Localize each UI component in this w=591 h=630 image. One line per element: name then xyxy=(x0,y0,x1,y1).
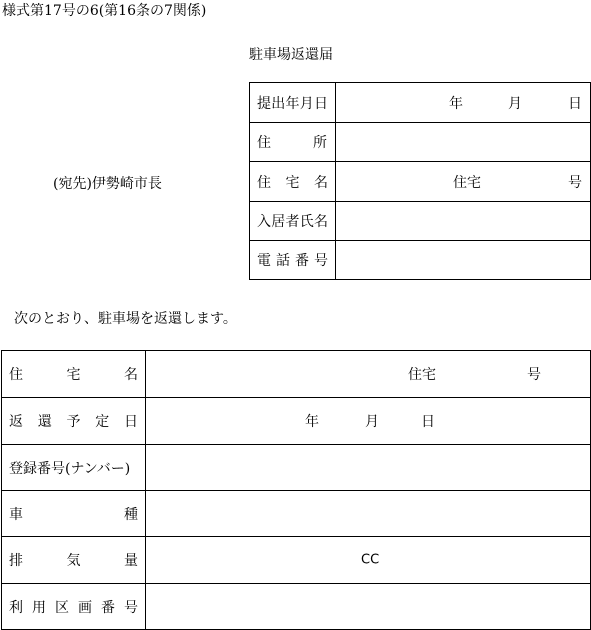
year-suffix: 年 xyxy=(449,95,463,112)
table-row xyxy=(250,123,591,162)
phone-number-field[interactable] xyxy=(336,241,591,280)
applicant-info-table xyxy=(249,82,591,280)
statement-text: 次のとおり、駐車場を返還します。 xyxy=(14,311,237,327)
month-suffix: 月 xyxy=(365,414,379,430)
form-number: 様式第17号の6(第16条の7関係) xyxy=(2,3,207,19)
parking-space-number-field[interactable] xyxy=(146,584,591,630)
displacement-field[interactable] xyxy=(146,537,591,584)
housing-name-label: 住 宅 名 xyxy=(2,351,146,398)
table-row xyxy=(250,83,591,123)
phone-number-label: 電 話 番 号 xyxy=(250,241,336,280)
table-row xyxy=(2,491,591,537)
month-suffix: 月 xyxy=(508,95,522,112)
parking-space-number-label: 利 用 区 画 番 号 xyxy=(2,584,146,630)
housing-name-label: 住 宅 名 xyxy=(250,162,336,202)
day-suffix: 日 xyxy=(568,95,582,112)
address-field[interactable] xyxy=(336,123,591,162)
cc-unit: CC xyxy=(361,552,380,568)
document-title: 駐車場返還届 xyxy=(249,47,333,63)
displacement-label: 排 気 量 xyxy=(2,537,146,584)
registration-number-label: 登録番号(ナンバー) xyxy=(2,445,146,491)
submission-date-field[interactable] xyxy=(336,83,591,123)
address-label: 住 所 xyxy=(250,123,336,162)
return-date-field[interactable] xyxy=(146,398,591,445)
parking-detail-table xyxy=(1,350,591,630)
day-suffix: 日 xyxy=(421,414,435,430)
addressee: (宛先)伊勢崎市長 xyxy=(53,176,162,192)
housing-suffix: 住宅 xyxy=(408,367,436,383)
table-row xyxy=(250,162,591,202)
registration-number-field[interactable] xyxy=(146,445,591,491)
table-row xyxy=(250,202,591,241)
housing-name-field[interactable] xyxy=(336,162,591,202)
resident-name-field[interactable] xyxy=(336,202,591,241)
table-row xyxy=(2,537,591,584)
housing-suffix: 住宅 xyxy=(453,174,481,191)
year-suffix: 年 xyxy=(305,414,319,430)
table-row xyxy=(2,398,591,445)
table-row xyxy=(250,241,591,280)
vehicle-type-label: 車 種 xyxy=(2,491,146,537)
table-row xyxy=(2,584,591,630)
table-row xyxy=(2,351,591,398)
housing-name-field[interactable] xyxy=(146,351,591,398)
number-suffix: 号 xyxy=(527,367,541,383)
number-suffix: 号 xyxy=(568,174,582,191)
return-date-label: 返 還 予 定 日 xyxy=(2,398,146,445)
resident-name-label: 入 居 者 氏 名 xyxy=(250,202,336,241)
table-row xyxy=(2,445,591,491)
vehicle-type-field[interactable] xyxy=(146,491,591,537)
submission-date-label: 提 出 年 月 日 xyxy=(250,83,336,123)
